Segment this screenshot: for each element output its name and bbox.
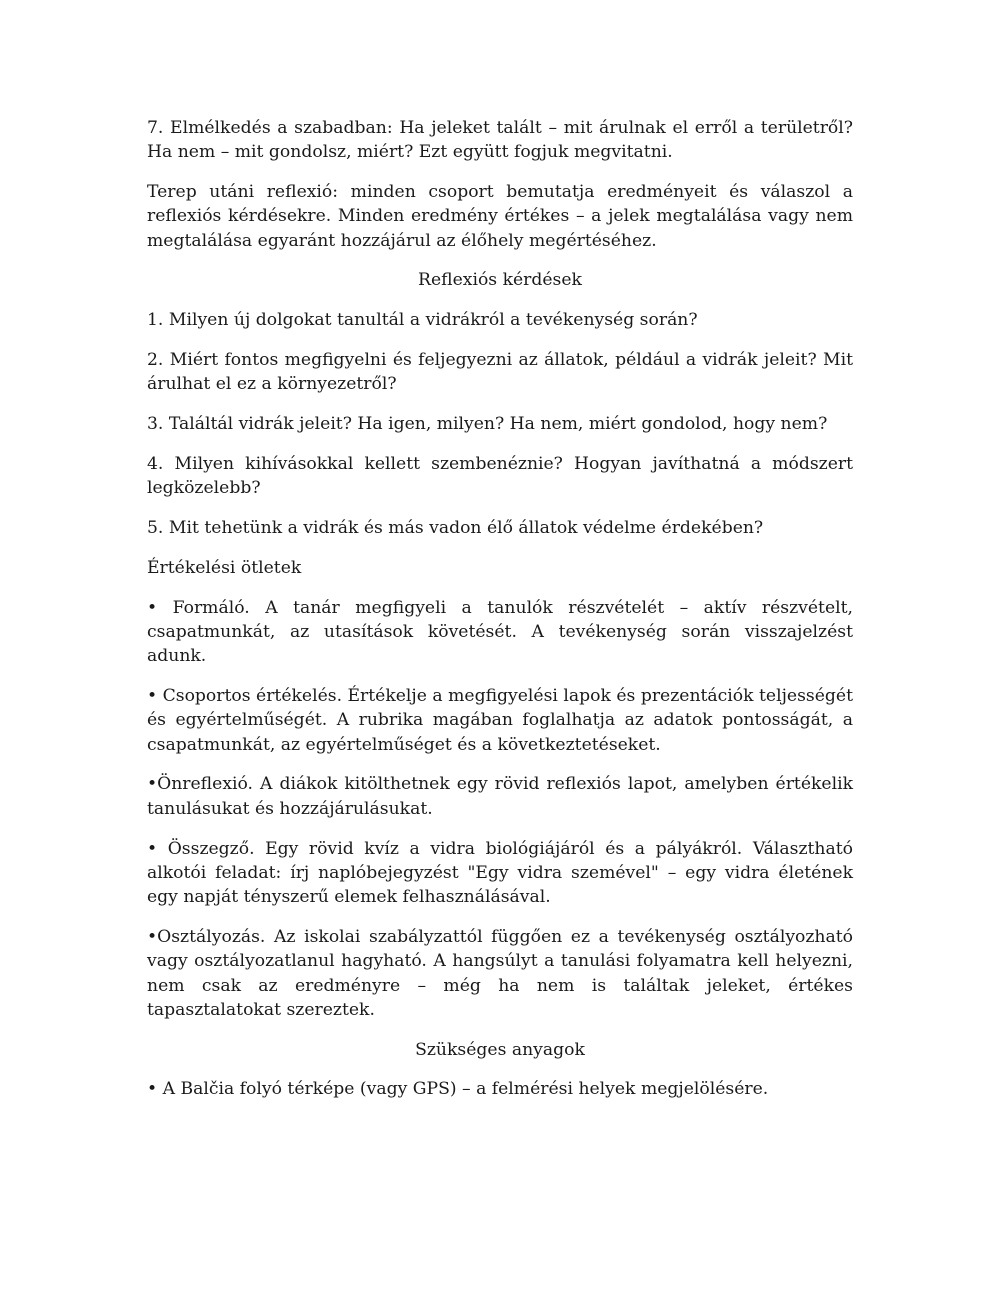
field-reflection-paragraph: Terep utáni reflexió: minden csoport bemutatja eredményeit és válaszol a reflexiós kérdésekre. Minden eredmény értékes – a jelek megtalálása vagy nem megtalálása egyaránt hozzájárul az élőhely megértéséhez. xyxy=(147,182,853,251)
assessment-item: •Osztályozás. Az iskolai szabályzattól függően ez a tevékenység osztályozható vagy osztályozatlanul hagyható. A hangsúlyt a tanulási folyamatra kell helyezni, nem csak az eredményre – még ha nem is találtak jeleket, értékes tapasztalatokat szereztek. xyxy=(147,926,853,1020)
reflection-question: 4. Milyen kihívásokkal kellett szembenéznie? Hogyan javíthatná a módszert legközelebb? xyxy=(147,453,853,499)
reflection-question: 5. Mit tehetünk a vidrák és más vadon élő állatok védelme érdekében? xyxy=(147,518,764,539)
assessment-item: • Összegző. Egy rövid kvíz a vidra biológiájáról és a pályákról. Választható alkotói feladat: írj naplóbejegyzést "Egy vidra szemével" – egy vidra életének egy napját tényszerű elemek felhasználásával. xyxy=(147,838,853,908)
assessment-item: •Önreflexió. A diákok kitölthetnek egy rövid reflexiós lapot, amelyben értékelik tanulásukat és hozzájárulásukat. xyxy=(147,774,853,819)
reflection-question: 1. Milyen új dolgokat tanultál a vidrákról a tevékenység során? xyxy=(147,310,698,331)
assessment-item: • Formáló. A tanár megfigyeli a tanulók részvételét – aktív részvételt, csapatmunkát, az utasítások követését. A tevékenység során visszajelzést adunk. xyxy=(147,597,853,667)
materials-item: • A Balčia folyó térképe (vagy GPS) – a felmérési helyek megjelölésére. xyxy=(147,1079,769,1100)
item-7-paragraph: 7. Elmélkedés a szabadban: Ha jeleket talált – mit árulnak el erről a területről? Ha nem – mit gondolsz, miért? Ezt együtt fogjuk megvitatni. xyxy=(147,118,853,163)
reflection-question: 2. Miért fontos megfigyelni és feljegyezni az állatok, például a vidrák jeleit? Mit árulhat el ez a környezetről? xyxy=(147,350,853,395)
reflection-questions-heading: Reflexiós kérdések xyxy=(418,270,582,291)
assessment-item: • Csoportos értékelés. Értékelje a megfigyelési lapok és prezentációk teljességét és egyértelműségét. A rubrika magában foglalhatja az adatok pontosságát, a csapatmunkát, az egyértelműséget és a következtetéseket. xyxy=(147,686,853,755)
assessment-heading: Értékelési ötletek xyxy=(147,557,302,578)
materials-heading: Szükséges anyagok xyxy=(415,1039,585,1060)
reflection-question: 3. Találtál vidrák jeleit? Ha igen, milyen? Ha nem, miért gondolod, hogy nem? xyxy=(147,414,828,435)
document-page xyxy=(147,116,853,1117)
